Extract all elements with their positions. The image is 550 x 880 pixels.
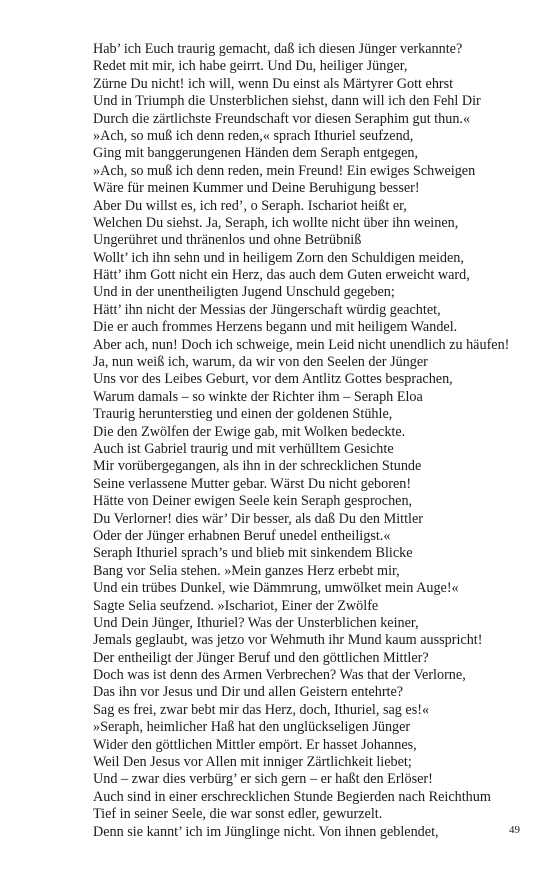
verse-line: Sagte Selia seufzend. »Ischariot, Einer der Zwölfe [93,597,379,614]
verse-line: Und in der unentheiligten Jugend Unschuld gegeben; [93,284,395,301]
verse-line: Ja, nun weiß ich, warum, da wir von den Seelen der Jünger [93,354,428,371]
verse-line: Oder der Jünger erhabnen Beruf unedel entheiligst.« [93,527,391,544]
verse-line: Auch sind in einer erschrecklichen Stunde Begierden nach Reichthum [93,788,491,805]
verse-line: Redet mit mir, ich habe geirrt. Und Du, heiliger Jünger, [93,58,408,75]
verse-line: Ging mit banggerungenen Händen dem Seraph entgegen, [93,145,419,162]
verse-line: Du Verlorner! dies wär’ Dir besser, als daß Du den Mittler [93,510,423,527]
verse-text-block [93,41,533,841]
verse-line: Ungerühret und thränenlos und ohne Betrübniß [93,232,362,249]
verse-line: Wollt’ ich ihn sehn und in heiligem Zorn den Schuldigen meiden, [93,249,464,266]
verse-line: Bang vor Selia stehen. »Mein ganzes Herz erbebt mir, [93,562,400,579]
verse-line: Warum damals – so winkte der Richter ihm – Seraph Eloa [93,388,423,405]
verse-line: Tief in seiner Seele, die war sonst edler, gewurzelt. [93,806,383,823]
verse-line: Durch die zärtlichste Freundschaft vor diesen Seraphim gut thun.« [93,110,471,127]
verse-line: Seraph Ithuriel sprach’s und blieb mit sinkendem Blicke [93,545,413,562]
verse-line: Denn sie kannt’ ich im Jünglinge nicht. Von ihnen geblendet, [93,823,439,840]
verse-line: Die den Zwölfen der Ewige gab, mit Wolken bedeckte. [93,423,406,440]
verse-line: Welchen Du siehst. Ja, Seraph, ich wollte nicht über ihn weinen, [93,214,459,231]
verse-line: Mir vorübergegangen, als ihn in der schrecklichen Stunde [93,458,422,475]
verse-line: Hab’ ich Euch traurig gemacht, daß ich diesen Jünger verkannte? [93,41,463,57]
page-number: 49 [509,824,520,836]
verse-line: Jemals geglaubt, was jetzo vor Wehmuth ihr Mund kaum ausspricht! [93,632,483,649]
verse-line: Hätt’ ihm Gott nicht ein Herz, das auch dem Guten erweicht ward, [93,267,470,284]
verse-line: Aber Du willst es, ich red’, o Seraph. Ischariot heißt er, [93,197,407,214]
verse-line: Hätt’ ihn nicht der Messias der Jüngerschaft würdig geachtet, [93,301,441,318]
verse-line: Weil Den Jesus vor Allen mit inniger Zärtlichkeit liebet; [93,754,412,771]
verse-line: »Ach, so muß ich denn reden,« sprach Ithuriel seufzend, [93,127,414,144]
verse-line: Das ihn vor Jesus und Dir und allen Geistern entehrte? [93,684,404,701]
verse-line: Hätte von Deiner ewigen Seele kein Seraph gesprochen, [93,493,413,510]
verse-line: Und – zwar dies verbürg’ er sich gern – er haßt den Erlöser! [93,771,433,788]
verse-line: Doch was ist denn des Armen Verbrechen? Was that der Verlorne, [93,667,466,684]
verse-line: Wider den göttlichen Mittler empört. Er hasset Johannes, [93,736,417,753]
verse-line: Traurig herunterstieg und einen der goldenen Stühle, [93,406,393,423]
verse-line: Wäre für meinen Kummer und Deine Beruhigung besser! [93,180,420,197]
verse-line: Und in Triumph die Unsterblichen siehst, dann will ich den Fehl Dir [93,93,481,110]
verse-line: Zürne Du nicht! ich will, wenn Du einst als Märtyrer Gott ehrst [93,75,454,92]
verse-line: Seine verlassene Mutter gebar. Wärst Du nicht geboren! [93,475,412,492]
verse-line: Und ein trübes Dunkel, wie Dämmrung, umwölket mein Auge!« [93,580,459,597]
verse-line: »Ach, so muß ich denn reden, mein Freund! Ein ewiges Schweigen [93,162,476,179]
verse-line: Auch ist Gabriel traurig und mit verhülltem Gesichte [93,440,394,457]
verse-line: Der entheiligt der Jünger Beruf und den göttlichen Mittler? [93,649,429,666]
verse-line: »Seraph, heimlicher Haß hat den unglückseligen Jünger [93,719,411,736]
verse-line: Uns vor des Leibes Geburt, vor dem Antlitz Gottes besprachen, [93,371,453,388]
verse-line: Die er auch frommes Herzens begann und mit heiligem Wandel. [93,319,458,336]
verse-line: Und Dein Jünger, Ithuriel? Was der Unsterblichen keiner, [93,614,419,631]
verse-line: Aber ach, nun! Doch ich schweige, mein Leid nicht unendlich zu häufen! [93,336,510,353]
verse-line: Sag es frei, zwar bebt mir das Herz, doch, Ithuriel, sag es!« [93,701,430,718]
